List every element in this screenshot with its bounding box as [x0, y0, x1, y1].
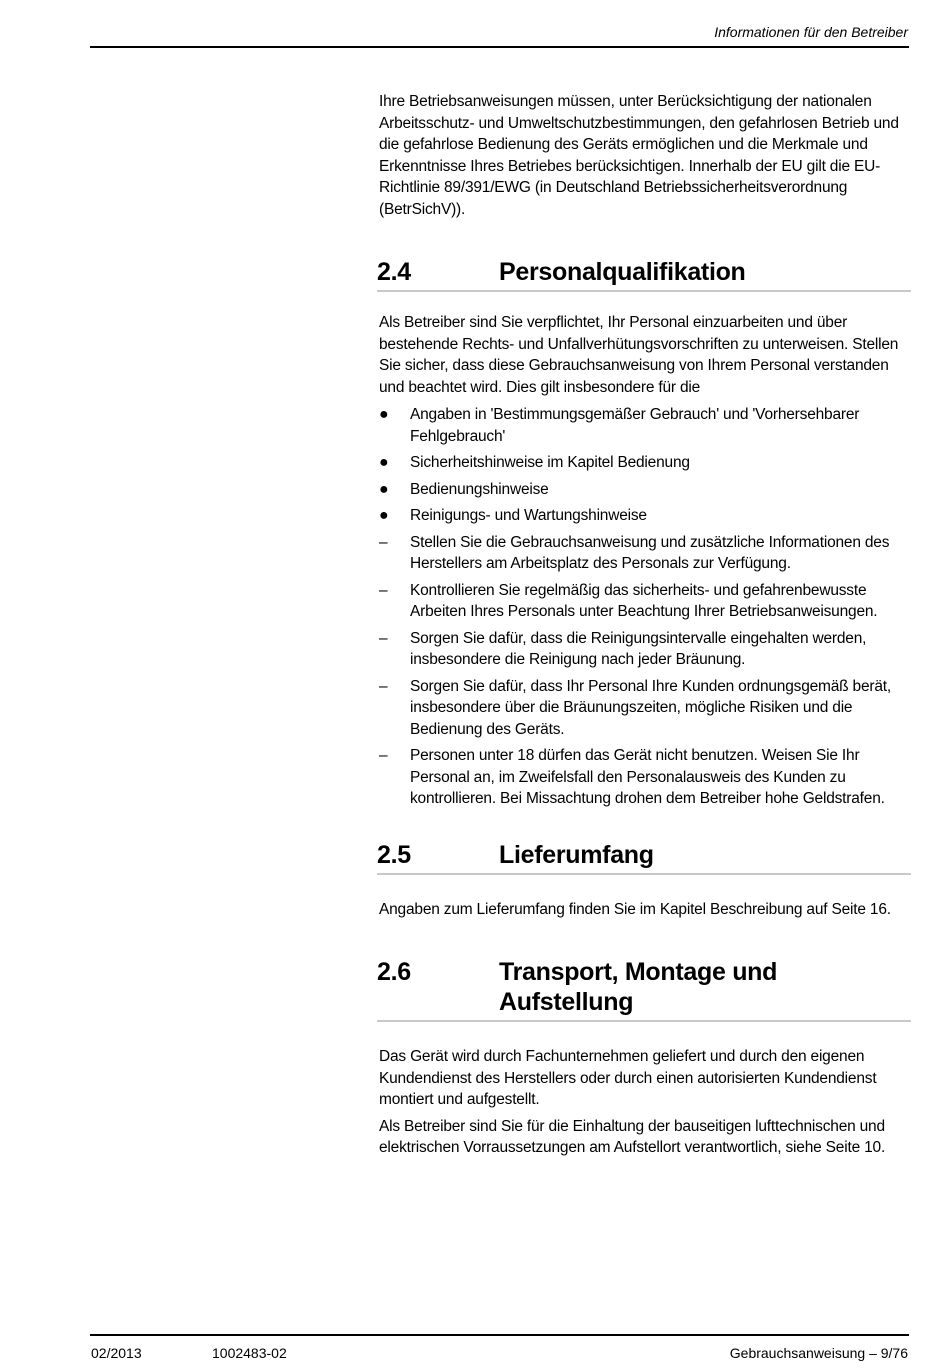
list-item-text: Kontrollieren Sie regelmäßig das sicherheits- und gefahrenbewusste Arbeiten Ihres Personals unter Beachtung Ihrer Betriebsanweisungen.	[410, 581, 878, 620]
bullet-icon: ●	[379, 507, 389, 524]
list-item	[379, 628, 911, 671]
list-item-text: Angaben in 'Bestimmungsgemäßer Gebrauch' und 'Vorhersehbarer Fehlgebrauch'	[410, 406, 860, 445]
header-rule	[90, 46, 909, 48]
qualification-list	[379, 404, 911, 810]
list-item	[379, 479, 911, 501]
section-number: 2.6	[377, 958, 411, 986]
section-2-5-paragraph: Angaben zum Lieferumfang finden Sie im Kapitel Beschreibung auf Seite 16.	[379, 900, 891, 918]
list-item	[379, 745, 911, 810]
section-heading-2-5	[377, 840, 911, 875]
footer-doc-number: 1002483-02	[212, 1345, 287, 1361]
list-item	[379, 532, 911, 575]
footer-rule	[90, 1334, 909, 1336]
section-title: Transport, Montage und Aufstellung	[499, 958, 778, 1016]
list-item	[379, 505, 911, 527]
list-item-text: Sorgen Sie dafür, dass Ihr Personal Ihre Kunden ordnungsgemäß berät, insbesondere über die Bräunungszeiten, mögliche Risiken und die Bedienung des Geräts.	[410, 677, 891, 738]
section-2-4-intro: Als Betreiber sind Sie verpflichtet, Ihr Personal einzuarbeiten und über bestehende Rechts- und Unfallverhütungsvorschriften zu unterweisen. Stellen Sie sicher, dass diese Gebrauchsanweisung von Ihrem Personal verstanden und beachtet wird. Dies gilt insbesondere für die	[379, 314, 899, 396]
dash-icon: –	[379, 581, 388, 599]
list-item-text: Personen unter 18 dürfen das Gerät nicht benutzen. Weisen Sie Ihr Personal an, im Zweifelsfall den Personalausweis des Kunden zu kontrollieren. Bei Missachtung drohen dem Betreiber hohe Geldstrafen.	[410, 747, 885, 807]
section-heading-2-4	[377, 257, 911, 292]
list-item	[379, 404, 911, 447]
dash-icon: –	[379, 677, 388, 695]
dash-icon: –	[379, 533, 388, 551]
intro-paragraph: Ihre Betriebsanweisungen müssen, unter Berücksichtigung der nationalen Arbeitsschutz- und Umweltschutzbestimmungen, den gefahrlosen Betrieb und die gefahrlose Bedienung des Geräts ermöglichen und die Merkmale und Erkenntnisse Ihres Betriebes berücksichtigen. Innerhalb der EU gilt die EU-Richtlinie 89/391/EWG (in Deutschland Betriebssicherheitsverordnung (BetrSichV)).	[379, 93, 899, 218]
section-2-6-paragraph: Als Betreiber sind Sie für die Einhaltung der bauseitigen lufttechnischen und elektrischen Vorraussetzungen am Aufstellort verantwortlich, siehe Seite 10.	[379, 1117, 886, 1156]
footer-date: 02/2013	[91, 1345, 142, 1361]
list-item-text: Stellen Sie die Gebrauchsanweisung und zusätzliche Informationen des Herstellers am Arbeitsplatz des Personals zur Verfügung.	[410, 533, 890, 572]
dash-icon: –	[379, 629, 388, 647]
list-item	[379, 580, 911, 623]
section-heading-2-6	[377, 957, 911, 1022]
section-2-6-paragraph: Das Gerät wird durch Fachunternehmen geliefert und durch den eigenen Kundendienst des Herstellers oder durch einen autorisierten Kundendienst montiert und aufgestellt.	[379, 1048, 877, 1108]
section-number: 2.4	[377, 258, 411, 286]
footer-page-info: Gebrauchsanweisung – 9/76	[729, 1345, 908, 1361]
bullet-icon: ●	[379, 454, 389, 471]
running-header: Informationen für den Betreiber	[714, 24, 908, 40]
section-title: Lieferumfang	[499, 840, 654, 869]
bullet-icon: ●	[379, 406, 389, 423]
list-item-text: Sicherheitshinweise im Kapitel Bedienung	[410, 454, 690, 471]
section-number: 2.5	[377, 840, 411, 869]
list-item	[379, 452, 911, 474]
dash-icon: –	[379, 747, 388, 764]
section-title: Personalqualifikation	[499, 258, 746, 286]
main-content	[379, 91, 911, 1159]
bullet-icon: ●	[379, 480, 389, 498]
list-item-text: Sorgen Sie dafür, dass die Reinigungsintervalle eingehalten werden, insbesondere die Reinigung nach jeder Bräunung.	[410, 629, 867, 668]
list-item-text: Reinigungs- und Wartungshinweise	[410, 507, 647, 524]
list-item	[379, 676, 911, 741]
list-item-text: Bedienungshinweise	[410, 480, 549, 498]
